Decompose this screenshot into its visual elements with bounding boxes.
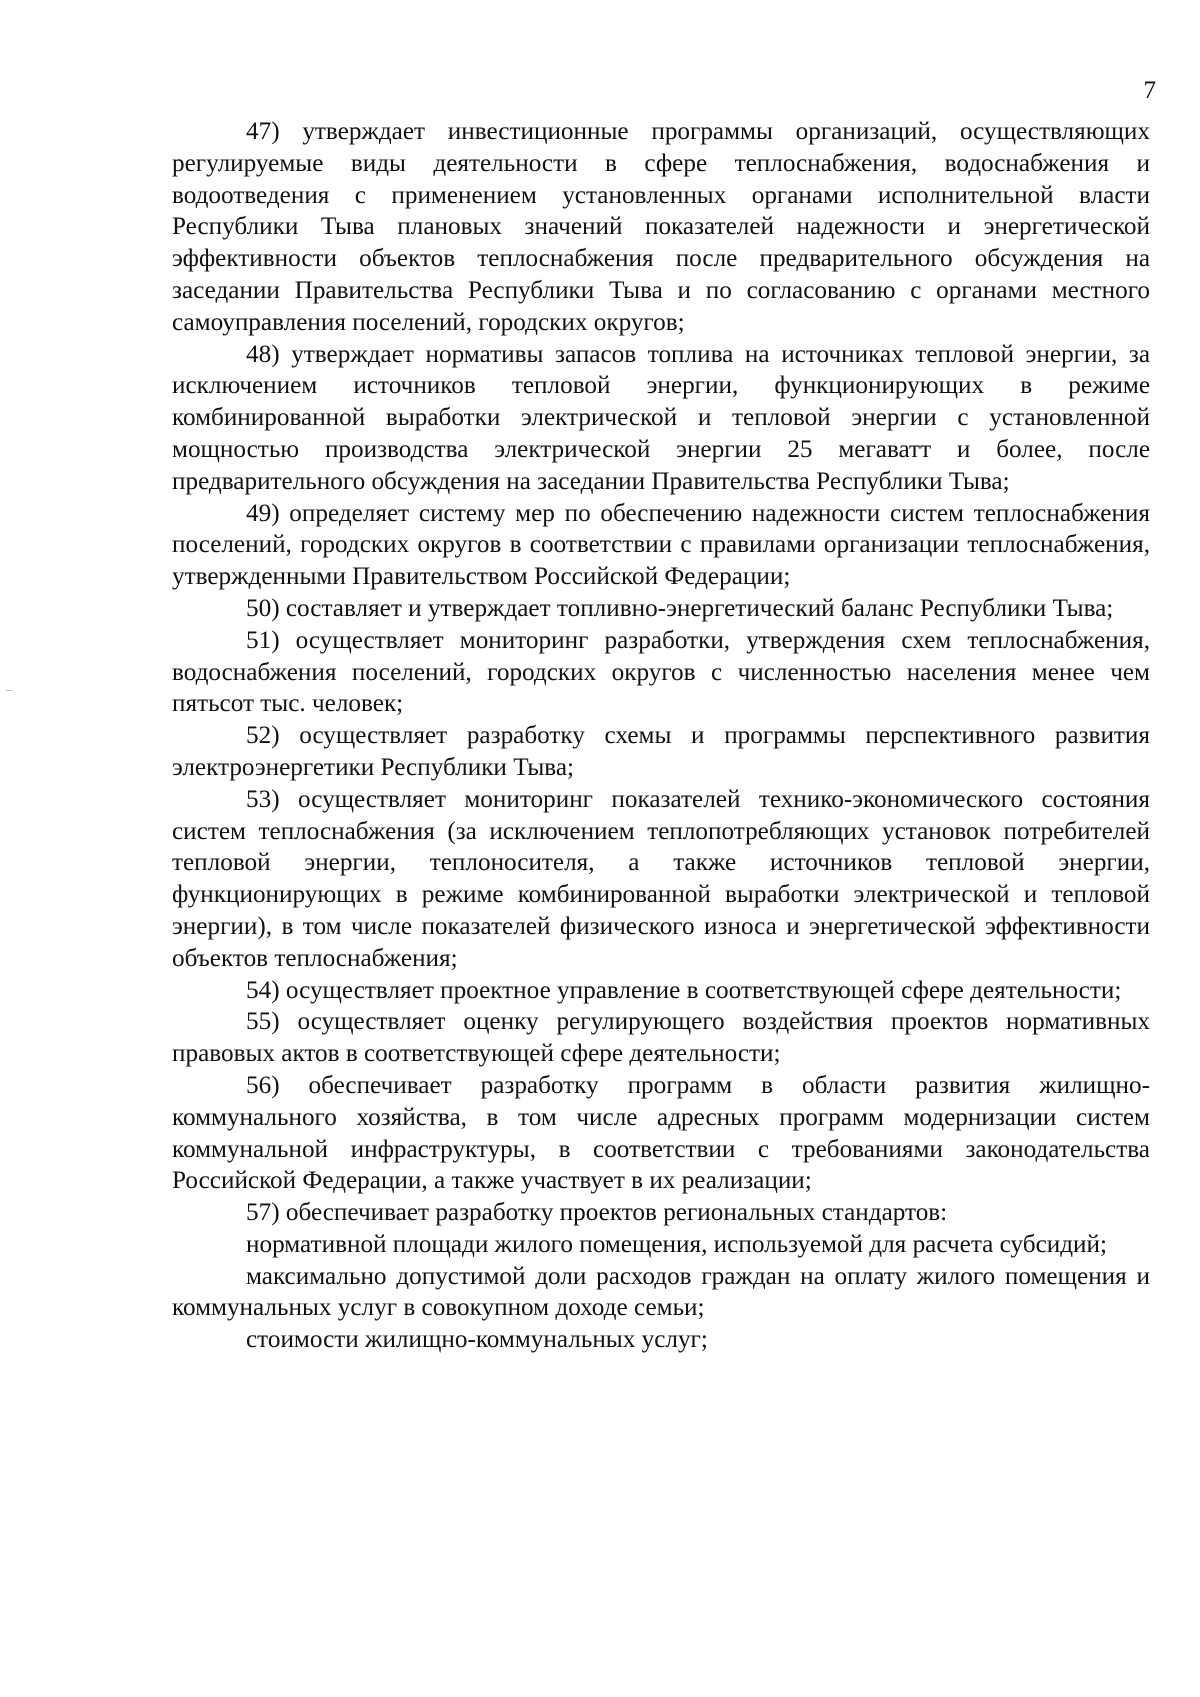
paragraph-49: 49) определяет систему мер по обеспечению надежности систем теплоснабжения поселений, городских округов в соответствии с правилами организации теплоснабжения, утвержденными Правительством Российской Федерации; — [172, 499, 1150, 591]
scan-margin-mark — [6, 690, 12, 691]
paragraph-55: 55) осуществляет оценку регулирующего воздействия проектов нормативных правовых актов в соответствующей сфере деятельности; — [172, 1008, 1150, 1068]
paragraph-54: 54) осуществляет проектное управление в соответствующей сфере деятельности; — [246, 976, 1122, 1004]
document-body — [172, 116, 1150, 1356]
paragraph-57-item-2: максимально допустимой доли расходов граждан на оплату жилого помещения и коммунальных услуг в совокупном доходе семьи; — [172, 1262, 1150, 1322]
paragraph-47: 47) утверждает инвестиционные программы организаций, осуществляющих регулируемые виды деятельности в сфере теплоснабжения, водоснабжения и водоотведения с применением установленных органами исполнительной власти Республики Тыва плановых значений показателей надежности и энергетической эффективности объектов теплоснабжения после предварительного обсуждения на заседании Правительства Республики Тыва и по согласованию с органами местного самоуправления поселений, городских округов; — [172, 118, 1150, 336]
paragraph-48: 48) утверждает нормативы запасов топлива на источниках тепловой энергии, за исключением источников тепловой энергии, функционирующих в режиме комбинированной выработки электрической и тепловой энергии с установленной мощностью производства электрической энергии 25 мегаватт и более, после предварительного обсуждения на заседании Правительства Республики Тыва; — [172, 340, 1150, 495]
paragraph-50: 50) составляет и утверждает топливно-энергетический баланс Республики Тыва; — [246, 594, 1114, 622]
paragraph-57-item-1: нормативной площади жилого помещения, используемой для расчета субсидий; — [246, 1230, 1108, 1258]
paragraph-52: 52) осуществляет разработку схемы и программы перспективного развития электроэнергетики Республики Тыва; — [172, 722, 1150, 781]
paragraph-53: 53) осуществляет мониторинг показателей технико-экономического состояния систем теплоснабжения (за исключением теплопотребляющих установок потребителей тепловой энергии, теплоносителя, а также источников тепловой энергии, функционирующих в режиме комбинированной выработки электрической и тепловой энергии), в том числе показателей физического износа и энергетической эффективности объектов теплоснабжения; — [172, 785, 1150, 972]
paragraph-57-item-3: стоимости жилищно-коммунальных услуг; — [246, 1326, 708, 1354]
paragraph-57: 57) обеспечивает разработку проектов региональных стандартов: — [246, 1199, 948, 1227]
page-number: 7 — [1143, 77, 1156, 104]
paragraph-51: 51) осуществляет мониторинг разработки, утверждения схем теплоснабжения, водоснабжения поселений, городских округов с численностью населения менее чем пятьсот тыс. человек; — [172, 626, 1150, 718]
paragraph-56: 56) обеспечивает разработку программ в области развития жилищно-коммунального хозяйства, в том числе адресных программ модернизации систем коммунальной инфраструктуры, в соответствии с требованиями законодательства Российской Федерации, а также участвует в их реализации; — [172, 1071, 1150, 1195]
